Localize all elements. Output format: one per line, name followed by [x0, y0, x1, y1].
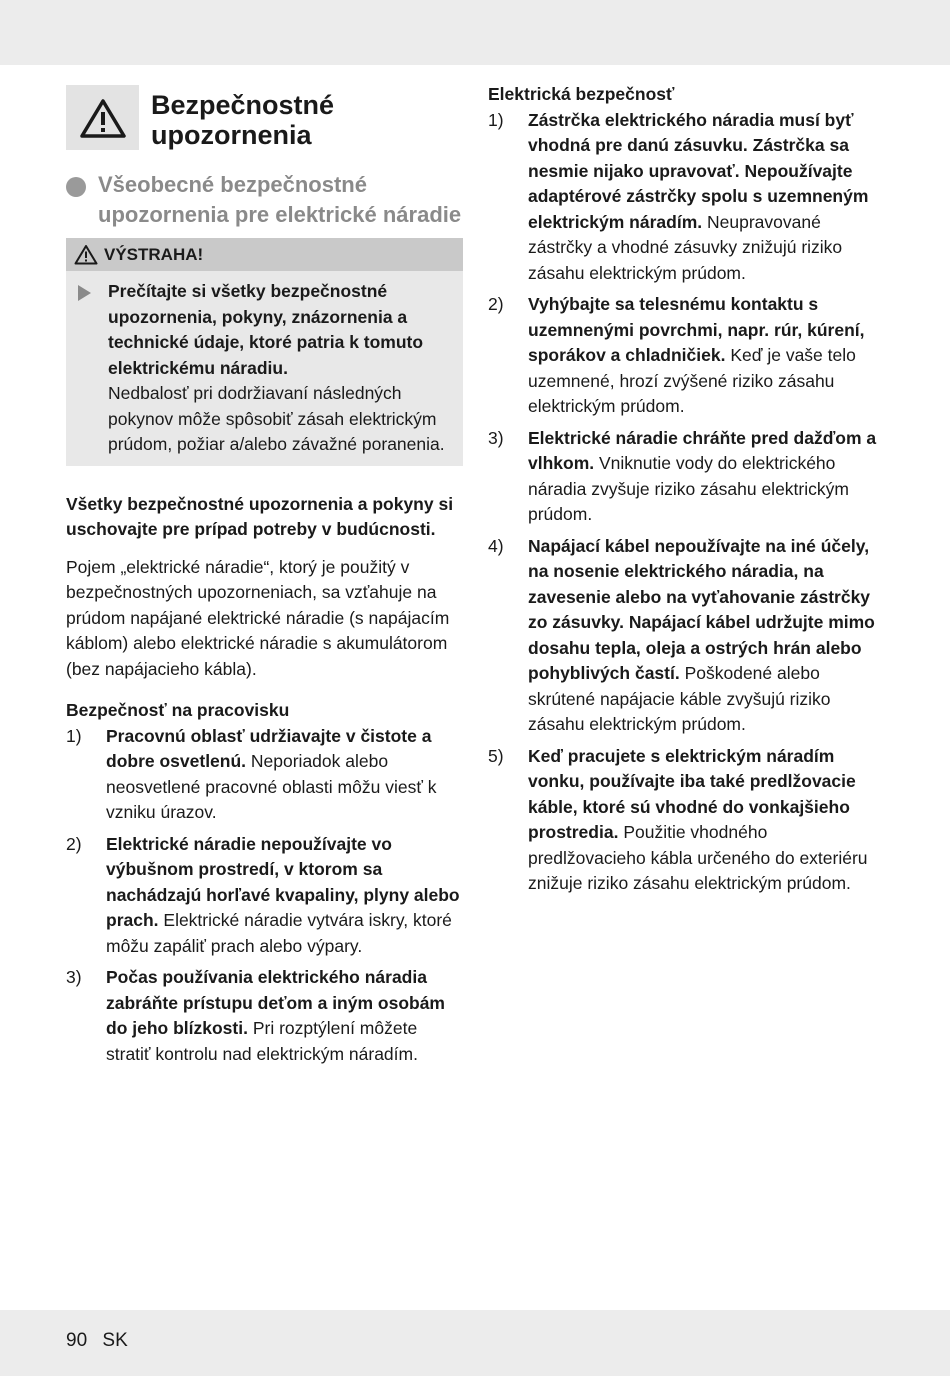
item-text: Napájací kábel nepoužívajte na iné účely, na nosenie elektrického náradia, na zavesenie alebo na vyťahovanie zástrčky zo zásuvky. Napájací kábel udržujte mimo dosahu tepla, oleja a ostrých hrán alebo pohyblivých častí. Poškodené alebo skrútené napájacie káble zvyšujú riziko zásahu elektrickým prúdom. [528, 535, 875, 734]
item-number: 4) [488, 535, 504, 556]
list-item [66, 832, 463, 960]
item-number: 2) [488, 294, 504, 314]
item-text: Počas používania elektrického náradia zabráňte prístupu deťom a iným osobám do jeho blízkosti. Pri rozptýlení môžete stratiť kontrolu nad elektrickým náradím. [106, 967, 445, 1064]
page-footer [66, 1330, 138, 1352]
warning-icon-box [66, 85, 139, 150]
definition-paragraph: Pojem „elektrické náradie“, ktorý je použitý v bezpečnostných upozorneniach, sa vzťahuje na prúdom napájané elektrické náradie (s napájacím káblom) alebo elektrické náradie s akumulátorom (bez napájacieho kábla). [66, 556, 450, 679]
item-text: Elektrické náradie chráňte pred dažďom a vlhkom. Vniknutie vody do elektrického náradia zvyšuje riziko zásahu elektrickým prúdom. [528, 427, 877, 524]
subheading [66, 170, 463, 230]
warning-body [66, 271, 463, 458]
item-number: 1) [488, 109, 504, 130]
page-title: Bezpečnostné upozornenia [151, 90, 335, 150]
warning-detail: Nedbalosť pri dodržiavaní následných pokynov môže spôsobiť zásah elektrickým prúdom, požiar a/alebo závažné poranenia. [108, 383, 445, 454]
list-item [488, 426, 888, 528]
list-item [66, 965, 463, 1067]
item-number: 3) [66, 967, 82, 987]
subheading-text: Všeobecné bezpečnostné upozornenia pre elektrické náradie [98, 172, 462, 227]
warning-box [66, 238, 463, 466]
top-bar [0, 0, 950, 65]
circle-bullet-icon [66, 177, 86, 197]
item-text: Vyhýbajte sa telesnému kontaktu s uzemnenými povrchmi, napr. rúr, kúrení, sporákov a chladničiek. Keď je vaše telo uzemnené, hrozí zvýšené riziko zásahu elektrickým prúdom. [528, 294, 865, 416]
warning-label: VÝSTRAHA! [104, 244, 204, 264]
triangle-bullet-icon [78, 285, 91, 301]
page-number: 90 [66, 1330, 88, 1351]
item-text: Elektrické náradie nepoužívajte vo výbušnom prostredí, v ktorom sa nachádzajú horľavé kvapaliny, plyny alebo prach. Elektrické náradie vytvára iskry, ktoré môžu zapáliť prach alebo výpary. [106, 833, 460, 956]
warning-text [108, 279, 455, 458]
title-block [66, 85, 463, 150]
item-number: 2) [66, 833, 82, 854]
list-item [66, 724, 463, 826]
workplace-title: Bezpečnosť na pracovisku [66, 700, 290, 720]
item-text: Keď pracujete s elektrickým náradím vonku, používajte iba také predlžovacie káble, ktoré sú vhodné do vonkajšieho prostredia. Použitie vhodného predlžovacieho kábla určeného do exteriéru znižuje riziko zásahu elektrickým prúdom. [528, 745, 868, 893]
right-column [488, 82, 888, 897]
list-item [488, 744, 888, 897]
list-item [488, 534, 888, 738]
item-text: Pracovnú oblasť udržiavajte v čistote a dobre osvetlenú. Neporiadok alebo neosvetlené pracovné oblasti môžu viesť k vzniku úrazov. [106, 725, 437, 822]
item-text: Zástrčka elektrického náradia musí byť vhodná pre danú zásuvku. Zástrčka sa nesmie nijako upravovať. Nepoužívajte adaptérové zástrčky spolu s uzemneným elektrickým náradím. Neupravované zástrčky a vhodné zásuvky znižujú riziko zásahu elektrickým prúdom. [528, 109, 869, 283]
warning-header [66, 238, 463, 271]
item-number: 3) [488, 427, 504, 448]
bottom-bar [0, 1310, 950, 1376]
electrical-title: Elektrická bezpečnosť [488, 84, 675, 104]
list-item [488, 292, 888, 420]
left-column [66, 85, 463, 1067]
item-number: 1) [66, 725, 82, 746]
warning-bold: Prečítajte si všetky bezpečnostné upozornenia, pokyny, znázornenia a technické údaje, ktoré patria k tomuto elektrickému náradiu. [108, 281, 424, 378]
keep-instructions: Všetky bezpečnostné upozornenia a pokyny si uschovajte pre prípad potreby v budúcnosti. [66, 493, 454, 539]
item-number: 5) [488, 745, 504, 766]
language-code: SK [102, 1330, 128, 1351]
warning-small-icon [74, 244, 98, 265]
list-item [488, 108, 888, 287]
warning-triangle-icon [80, 98, 126, 138]
